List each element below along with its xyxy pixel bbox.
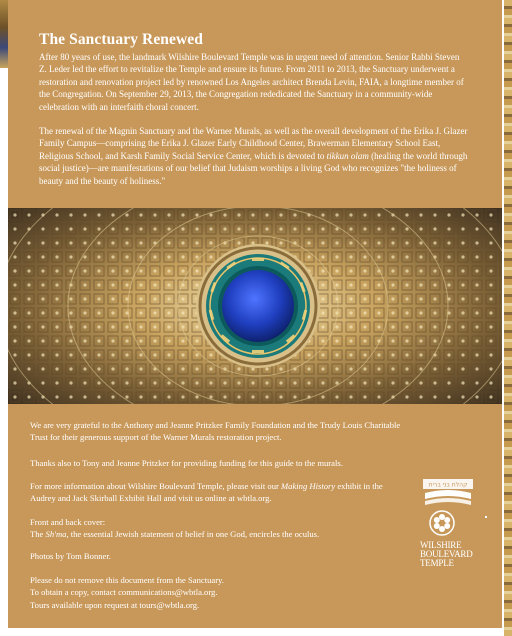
making-history-title: Making History [281,481,336,491]
dome-illustration [8,208,502,404]
more-info-text: For more information about Wilshire Boulevard Temple, please visit our [30,481,282,491]
intro-paragraph-2 [39,125,469,187]
thanks-pritzker: Thanks also to Tony and Jeanne Pritzker for providing funding for this guide to the murals. [30,458,343,468]
shma-term: Sh'ma [45,529,67,540]
notice-line-2: To obtain a copy, contact communications@wbtla.org. [30,587,218,598]
intro-paragraph-1: After 80 years of use, the landmark Wilshire Boulevard Temple was in urgent need of attention. Senior Rabbi Steven Z. Leder led the effort to revitalize the Temple and ensure its future. From 2011 to 2013, the Sanctuary underwent a restoration and renovation project led by renowned Los Angeles architect Brenda Levin, FAIA, a longtime member of the Congregation. On September 29, 2013, the Congregation rededicated the Sanctuary in a community-wide celebration with an interfaith choral concert. [39,52,464,112]
left-margin [0,68,8,628]
cover-caption-the: The [30,529,46,540]
intro-paragraph-2-end: (healing the world through social justice)—are manifestations of our belief that Judaism worships a living God who recognizes "the holiness of beauty and the beauty of holiness." [39,150,468,186]
wordmark-line-3: TEMPLE [420,558,454,569]
crop-mark [485,516,487,518]
notice [30,574,410,611]
right-edge-mosaic [504,0,512,636]
wordmark-line-2: BOULEVARD [420,549,473,560]
page-title: The Sanctuary Renewed [39,31,203,48]
more-info-end: exhibit in the Audrey and Jack Skirball Exhibit Hall and visit us online at wbtla.org. [30,481,383,504]
sanctuary-dome-photo [8,208,502,404]
logo-hebrew: קהלת בני ברית [428,481,468,489]
cover-caption [30,516,410,541]
photo-credit: Photos by Tom Bonner. [30,551,111,561]
bottom-margin [8,628,502,636]
temple-wordmark [420,541,490,569]
notice-line-3: Tours available upon request at tours@wbtla.org. [30,599,200,610]
left-edge-decoration [0,0,8,68]
more-info [30,480,410,505]
cover-caption-text: , the essential Jewish statement of belief in one God, encircles the oculus. [66,529,320,540]
intro-paragraph-2-text: The renewal of the Magnin Sanctuary and the Warner Murals, as well as the overall development of the Erika J. Glazer Family Campus—comprising the Erika J. Glazer Early Childhood Center, Brawerman Elementary School East, Religious School, and Karsh Family Social Service Center, which is devoted to [39,126,468,161]
tikkun-olam-term: tikkun olam [326,150,369,161]
cover-caption-label: Front and back cover: [30,517,106,527]
notice-line-1: Please do not remove this document from the Sanctuary. [30,575,224,585]
thanks-foundation: We are very grateful to the Anthony and Jeanne Pritzker Family Foundation and the Trudy Louis Charitable Trust for their generous support of the Warner Murals restoration project. [30,420,401,443]
wordmark-line-1: WILSHIRE [420,540,462,550]
